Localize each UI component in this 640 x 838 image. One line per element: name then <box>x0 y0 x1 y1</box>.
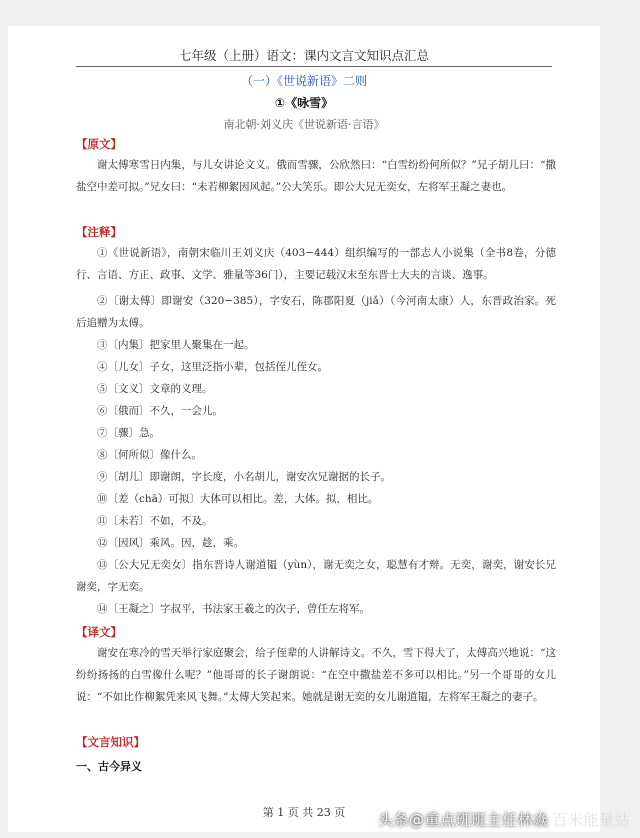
section-title: （一）《世说新语》二则 <box>240 74 367 88</box>
note-item: ③〔内集〕把家里人聚集在一起。 <box>97 339 255 351</box>
translation-text: 谢安在寒冷的雪天举行家庭聚会，给子侄辈的人讲解诗文。不久，雪下得大了，太傅高兴地说：“这纷纷扬扬的白雪像什么呢？”他哥哥的长子谢朗说：“在空中撒盐差不多可以相比。”另一个哥哥的女儿说：“不如比作柳絮凭来风飞舞。”太傅大笑起来。她就是谢无奕的女儿谢道韫，左将军王凝之的妻子。 <box>76 647 556 703</box>
note-item: ⑩〔差（chā）可拟〕大体可以相比。差，大体。拟，相比。 <box>97 493 379 505</box>
original-label: 【原文】 <box>76 137 122 151</box>
note-item: ⑦〔骤〕急。 <box>97 427 160 439</box>
note-item: ⑤〔文义〕文章的义理。 <box>97 383 213 395</box>
note-item: ⑬〔公大兄无奕女〕指东晋诗人谢道韫（yùn），谢无奕之女，聪慧有才辩。无奕，谢奕，谢安长兄谢奕，字无奕。 <box>76 559 556 593</box>
note-item: ⑥〔俄而〕不久，一会儿。 <box>97 405 223 417</box>
document-page <box>8 26 600 832</box>
document-header: 七年级（上册）语文：课内文言文知识点汇总 <box>178 48 429 63</box>
note-item: ⑧〔何所似〕像什么。 <box>97 449 202 461</box>
knowledge-subhead: 一、古今异义 <box>76 760 142 773</box>
header-divider <box>76 66 552 67</box>
poem-title: ①《咏雪》 <box>274 96 334 110</box>
note-item: ①《世说新语》，南朝宋临川王刘义庆（403−444）组织编写的一部志人小说集（全书8卷，分德行、言语、方正、政事、文学、雅量等36门），主要记载汉末至东晋士大夫的言谈、逸事。 <box>76 247 556 281</box>
watermark <box>378 809 630 830</box>
note-item: ⑪〔未若〕不如，不及。 <box>97 515 213 527</box>
knowledge-label: 【文言知识】 <box>76 735 145 749</box>
author-line: 南北朝·刘义庆《世说新语·言语》 <box>223 118 385 131</box>
note-item: ⑫〔因风〕乘风。因，趁，乘。 <box>97 537 244 549</box>
translation-label: 【译文】 <box>76 625 122 639</box>
notes-label: 【注释】 <box>76 225 122 239</box>
watermark-text: 头条@重点班班主任林焱 <box>377 811 549 829</box>
note-item: ⑨〔胡儿〕即谢朗，字长度，小名胡儿，谢安次兄谢据的长子。 <box>97 471 391 483</box>
note-item: ⑭〔王凝之〕字叔平，书法家王羲之的次子，曾任左将军。 <box>97 603 370 615</box>
note-item: ②〔谢太傅〕即谢安（320−385），字安石，陈郡阳夏（jiǎ）（今河南太康）人，东晋政治家。死后追赠为太傅。 <box>76 295 556 329</box>
note-item: ④〔儿女〕子女，这里泛指小辈，包括侄儿侄女。 <box>97 361 328 373</box>
original-text: 谢太傅寒雪日内集，与儿女讲论文义。俄而雪骤，公欣然曰：“白雪纷纷何所似？”兄子胡儿曰：“撒盐空中差可拟。”兄女曰：“未若柳絮因风起。”公大笑乐。即公大兄无奕女，左将军王凝之妻也。 <box>76 159 556 193</box>
page-footer: 第 1 页 共 23 页 <box>262 806 346 819</box>
watermark-faint-text: 百米能量站 <box>552 811 630 829</box>
